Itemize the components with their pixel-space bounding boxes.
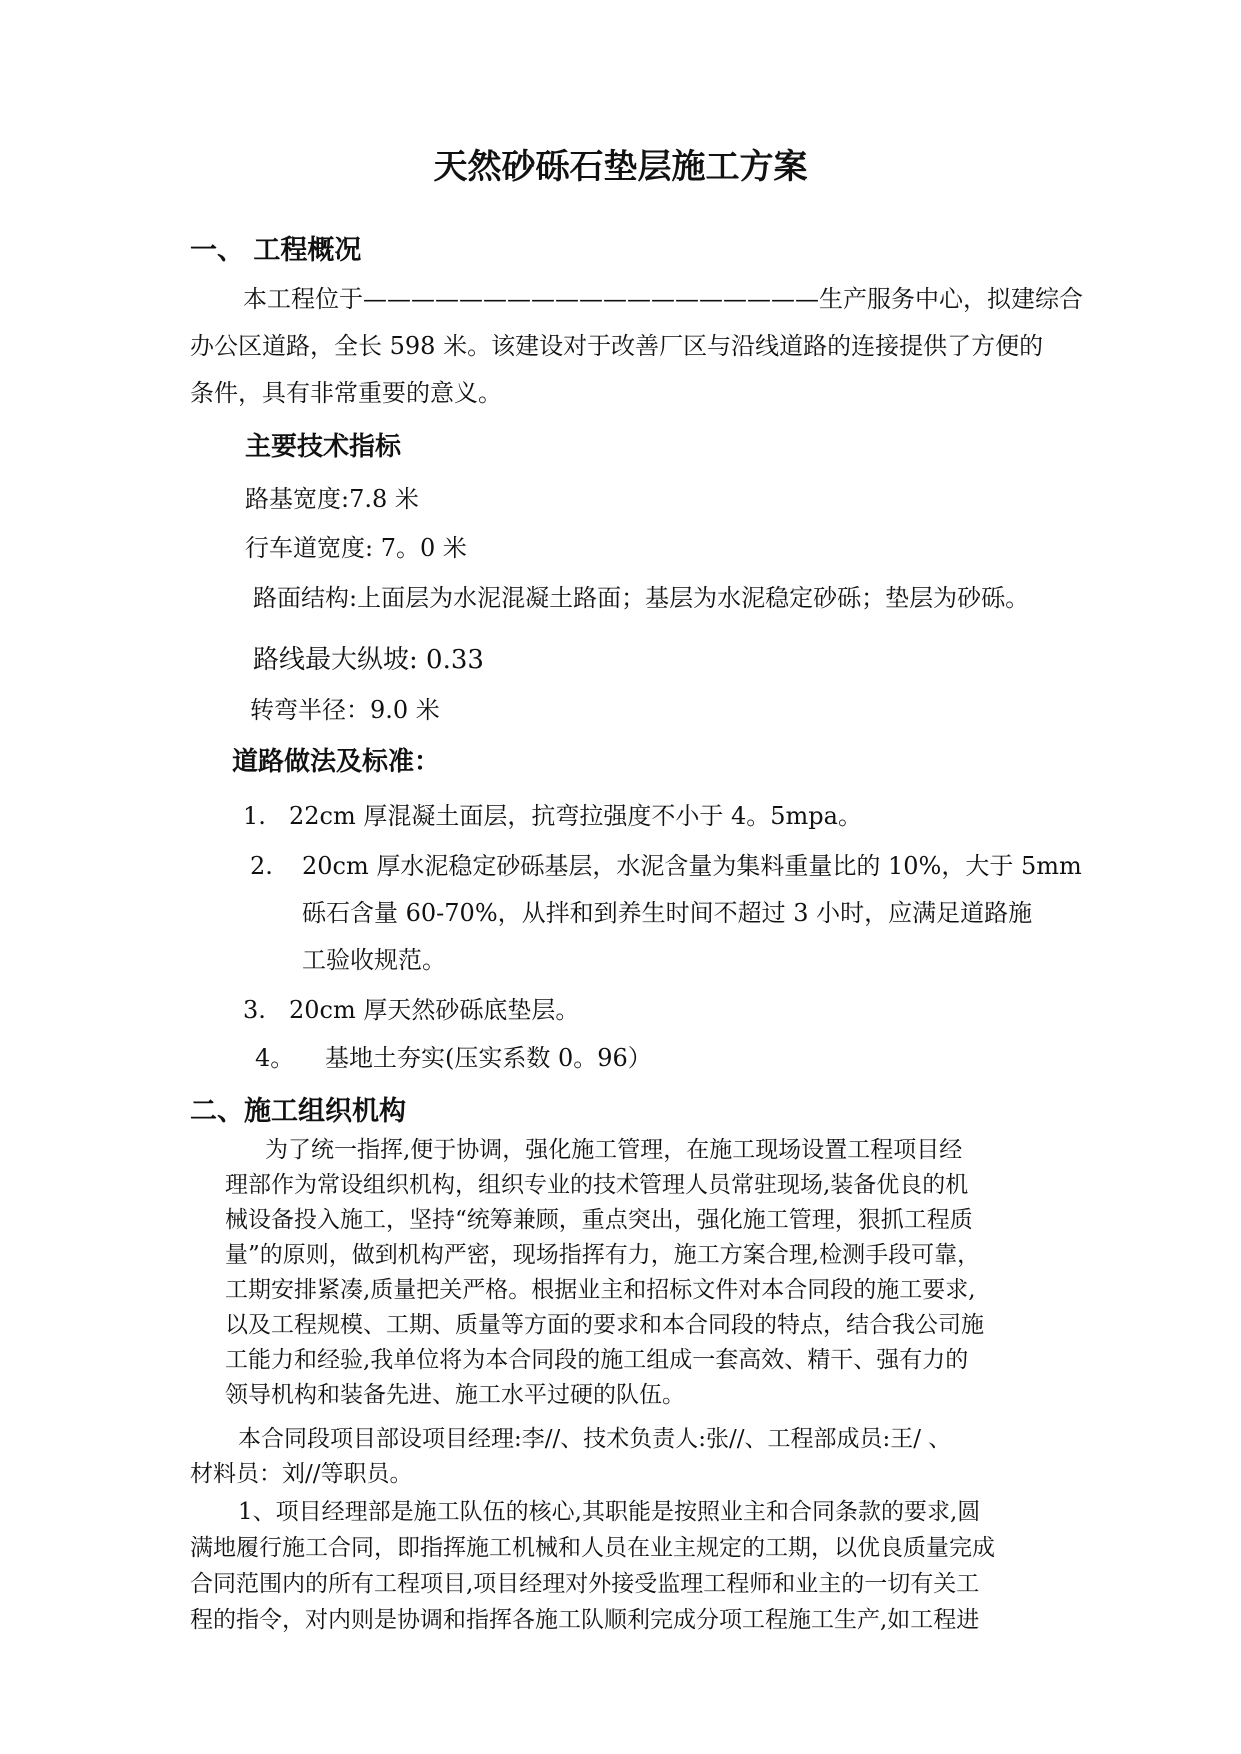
section-2-heading: 二、施工组织机构: [190, 1096, 406, 1127]
list-item: [243, 801, 862, 831]
paragraph-line: 工能力和经验,我单位将为本合同段的施工组成一套高效、精干、强有力的: [225, 1347, 969, 1373]
list-item-number: 4。: [255, 1044, 295, 1072]
tech-turn-radius: 转弯半径：9.0 米: [250, 696, 440, 724]
intro-line-1: 本工程位于———————————————————生产服务中心，拟建综合: [243, 285, 1083, 313]
list-item-text: 20cm 厚水泥稳定砂砾基层，水泥含量为集料重量比的 10%，大于 5mm: [302, 852, 1082, 880]
list-item-number: 3.: [243, 996, 266, 1024]
list-item: [250, 851, 1082, 881]
paragraph-line: 领导机构和装备先进、施工水平过硬的队伍。: [225, 1382, 685, 1408]
paragraph-line: 1、项目经理部是施工队伍的核心,其职能是按照业主和合同条款的要求,圆: [238, 1499, 981, 1525]
paragraph-line: 理部作为常设组织机构，组织专业的技术管理人员常驻现场,装备优良的机: [225, 1172, 969, 1198]
paragraph-line: 以及工程规模、工期、质量等方面的要求和本合同段的特点，结合我公司施: [225, 1312, 984, 1338]
list-item-text: 20cm 厚天然砂砾底垫层。: [289, 996, 580, 1024]
list-item-continuation: 砾石含量 60-70%，从拌和到养生时间不超过 3 小时，应满足道路施: [302, 899, 1033, 927]
list-item: [255, 1043, 652, 1073]
tech-roadbed-width: 路基宽度:7.8 米: [245, 485, 419, 513]
paragraph-line: 满地履行施工合同，即指挥施工机械和人员在业主规定的工期，以优良质量完成: [190, 1535, 995, 1561]
paragraph-line: 量”的原则，做到机构严密，现场指挥有力，施工方案合理,检测手段可靠，: [225, 1242, 981, 1268]
list-item-continuation: 工验收规范。: [302, 946, 446, 974]
paragraph-line: 械设备投入施工，坚持“统筹兼顾，重点突出，强化施工管理，狠抓工程质: [225, 1207, 973, 1233]
paragraph-line: 本合同段项目部设项目经理:李//、技术负责人:张//、工程部成员:王/ 、: [238, 1426, 952, 1452]
paragraph-line: 合同范围内的所有工程项目,项目经理对外接受监理工程师和业主的一切有关工: [190, 1571, 980, 1597]
road-method-heading: 道路做法及标准：: [232, 747, 441, 777]
list-item-text: 22cm 厚混凝土面层，抗弯拉强度不小于 4。5mpa。: [289, 802, 862, 830]
document-title: 天然砂砾石垫层施工方案: [433, 147, 808, 187]
list-item: [243, 995, 579, 1025]
tech-lane-width: 行车道宽度: 7。0 米: [245, 534, 467, 562]
section-1-heading: 一、 工程概况: [190, 235, 362, 266]
tech-max-grade: 路线最大纵坡: 0.33: [253, 645, 484, 675]
paragraph-line: 材料员：刘//等职员。: [190, 1461, 413, 1487]
list-item-number: 1.: [243, 802, 266, 830]
intro-line-2: 办公区道路，全长 598 米。该建设对于改善厂区与沿线道路的连接提供了方便的: [190, 332, 1044, 360]
paragraph-line: 程的指令，对内则是协调和指挥各施工队顺利完成分项工程施工生产,如工程进: [190, 1607, 980, 1633]
list-item-number: 2.: [250, 852, 273, 880]
tech-pavement-structure: 路面结构:上面层为水泥混凝土路面；基层为水泥稳定砂砾；垫层为砂砾。: [253, 584, 1030, 612]
tech-indicators-heading: 主要技术指标: [245, 432, 402, 462]
paragraph-line: 为了统一指挥,便于协调，强化施工管理，在施工现场设置工程项目经: [265, 1137, 963, 1163]
list-item-text: 基地土夯实(压实系数 0。96）: [325, 1044, 652, 1072]
intro-line-3: 条件，具有非常重要的意义。: [190, 379, 502, 407]
paragraph-line: 工期安排紧凑,质量把关严格。根据业主和招标文件对本合同段的施工要求,: [225, 1277, 976, 1303]
